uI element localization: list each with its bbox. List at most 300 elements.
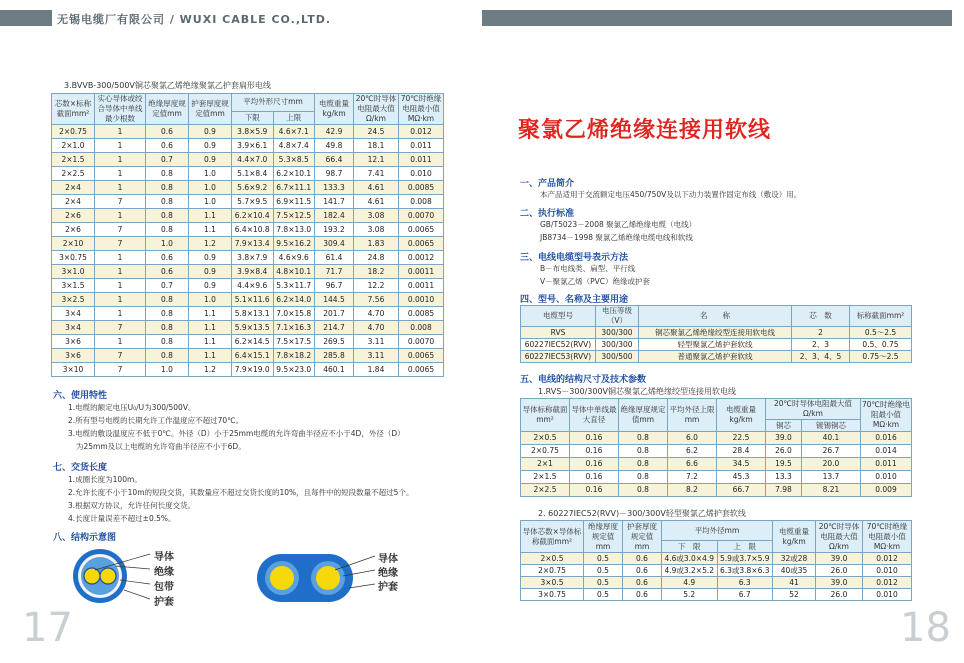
table-cell: 66.4	[315, 153, 354, 167]
table-row	[52, 307, 444, 321]
sec6-line: 1.电缆的额定电压U₀/U为300/500V。	[68, 403, 196, 412]
th-resistance: 20℃时导体电阻最大值Ω/km	[354, 94, 399, 125]
table-cell: 1.1	[189, 209, 232, 223]
table-cell: 0.5	[584, 577, 623, 589]
table-cell: 4.9	[662, 577, 718, 589]
table-cell: 6.4×10.8	[232, 223, 274, 237]
table-cell: 0.8	[619, 471, 668, 484]
table-cell: 0.6	[146, 251, 189, 265]
table-cell: 普通聚氯乙烯护套软线	[639, 351, 792, 363]
table-cell: 42.9	[315, 125, 354, 139]
table-cell: 0.6	[623, 589, 662, 601]
table-cell: 0.5	[584, 589, 623, 601]
table-cell: 39.0	[816, 553, 863, 565]
table-cell: 13.7	[801, 471, 860, 484]
table-cell: 34.5	[717, 458, 766, 471]
page-number-left: 17	[22, 605, 73, 651]
table-cell: 0.0010	[399, 293, 444, 307]
table-cell: 7.5×12.5	[273, 209, 315, 223]
table-cell: 0.7	[146, 153, 189, 167]
sec7-title: 七、交货长度	[53, 463, 108, 473]
table-cell: 1.1	[189, 321, 232, 335]
sec2-title: 二、执行标准	[520, 209, 575, 219]
table-cell: 4.8×7.4	[273, 139, 315, 153]
table-cell: 3×1.0	[52, 265, 95, 279]
th-diameter: 平均外径mm	[662, 521, 773, 541]
table-cell: 0.0065	[399, 349, 444, 363]
table-cell: 轻型聚氯乙烯护套软线	[639, 339, 792, 351]
sec2-line: JB8734－1998 聚氯乙烯绝缘电缆电线和软线	[540, 233, 693, 242]
th-insul-res: 70℃时绝缘电阻最小值MΩ·km	[399, 94, 444, 125]
table-cell: 0.008	[399, 195, 444, 209]
th-model: 电缆型号	[521, 306, 596, 327]
table-row	[52, 237, 444, 251]
table-cell: 41	[773, 577, 816, 589]
table-cell: 铜芯聚氯乙烯绝缘绞型连接用软电线	[639, 327, 792, 339]
sec6-line: 为25mm及以上电缆的允许弯曲半径应不小于6D。	[76, 442, 246, 451]
table-cell: 7	[95, 195, 146, 209]
right-header-bar	[482, 10, 952, 26]
sec6-title: 六、使用特性	[53, 391, 108, 401]
table-cell: 269.5	[315, 335, 354, 349]
table-cell: 13.3	[766, 471, 802, 484]
table-cell: 1.1	[189, 335, 232, 349]
table-cell: 2×1	[521, 458, 570, 471]
table-cell: 1.0	[189, 195, 232, 209]
th-insulation: 绝缘厚度规定值mm	[146, 94, 189, 125]
table-cell: 2×0.75	[521, 445, 570, 458]
table-cell: 19.5	[766, 458, 802, 471]
th-diameter: 平均外径上限mm	[668, 399, 717, 432]
table-cell: 0.5、0.75	[850, 339, 912, 351]
table-cell: 0.8	[146, 335, 189, 349]
table-row	[52, 363, 444, 377]
table-cell: 6.7×11.1	[273, 181, 315, 195]
table-cell: 7	[95, 349, 146, 363]
d1-label-sheath: 护套	[154, 597, 174, 608]
th-tinned: 镀锡铜芯	[801, 420, 860, 432]
table-cell: 3×10	[52, 363, 95, 377]
table-cell: 5.7×9.5	[232, 195, 274, 209]
table-cell: 4.70	[354, 321, 399, 335]
company-title: 无锡电缆厂有限公司 / WUXI CABLE CO.,LTD.	[57, 13, 332, 26]
table-cell: 7.2	[668, 471, 717, 484]
table-cell: 0.8	[619, 484, 668, 497]
table-cell: 0.9	[189, 125, 232, 139]
table-cell: 3.11	[354, 335, 399, 349]
table-cell: 0.16	[570, 458, 619, 471]
table-cell: 0.0070	[399, 335, 444, 349]
table-cell: 6.4×15.1	[232, 349, 274, 363]
table-cell: 0.8	[146, 209, 189, 223]
table-cell: 28.4	[717, 445, 766, 458]
table-cell: 4.70	[354, 307, 399, 321]
th-weight: 电缆重量kg/km	[315, 94, 354, 125]
table-cell: 5.9×13.5	[232, 321, 274, 335]
table-cell: 0.6	[623, 553, 662, 565]
sec6-line: 3.电缆的敷设温度应不低于0℃。外径（D）小于25mm电缆的允许弯曲半径应不小于4D，外径（D）	[68, 429, 405, 438]
table-cell: 24.5	[354, 125, 399, 139]
table-cell: 26.7	[801, 445, 860, 458]
table-cell: 2×0.5	[521, 553, 584, 565]
table-cell: 5.3×8.5	[273, 153, 315, 167]
table-cell: 201.7	[315, 307, 354, 321]
table-cell: 0.8	[619, 458, 668, 471]
d2-label-sheath: 护套	[378, 582, 398, 593]
table-cell: 2×6	[52, 209, 95, 223]
table-cell: 0.5	[584, 565, 623, 577]
table-cell: 3×0.5	[521, 577, 584, 589]
table-cell: 0.010	[399, 167, 444, 181]
table-cell: 96.7	[315, 279, 354, 293]
th-section: 导体标称截面mm²	[521, 399, 570, 432]
th-insul-res: 70℃时绝缘电阻最小值MΩ·km	[861, 399, 912, 432]
table-cell: 52	[773, 589, 816, 601]
table3	[51, 93, 444, 377]
table-cell: 1.1	[189, 223, 232, 237]
th-sheath: 护套厚度规定值mm	[623, 521, 662, 553]
table-cell: 4.61	[354, 195, 399, 209]
table-cell: 3.11	[354, 349, 399, 363]
table-cell: 45.3	[717, 471, 766, 484]
table-cell: 2×2.5	[521, 484, 570, 497]
conductor-shape	[100, 568, 116, 584]
table-cell: 4.9或3.2×5.2	[662, 565, 718, 577]
table-cell: 3×4	[52, 307, 95, 321]
table-cell: 5.3×11.7	[273, 279, 315, 293]
table-cell: 7	[95, 223, 146, 237]
th-voltage: 电压等级（V）	[596, 306, 639, 327]
sec1-text: 本产品适用于交流额定电压450/750V及以下动力装置作固定布线（敷设）用。	[540, 190, 802, 199]
flat-conductor-shape	[270, 566, 294, 590]
table-cell: 144.5	[315, 293, 354, 307]
table-cell: 0.75～2.5	[850, 351, 912, 363]
sec7-line: 2.允许长度不小于10m的短段交货，其数量应不超过交货长度的10%，且每件中的短段数量不超过5个。	[68, 488, 414, 497]
sec5-title: 五、电线的结构尺寸及技术参数	[520, 375, 647, 385]
table-cell: 7.0×15.8	[273, 307, 315, 321]
table-cell: 309.4	[315, 237, 354, 251]
table3-caption: 3.BVVB-300/500V铜芯聚氯乙烯绝缘聚氯乙护套扁形电线	[64, 81, 271, 90]
table-cell: 0.0085	[399, 307, 444, 321]
sec3-line: B－布电线类、扁型、平行线	[540, 264, 636, 273]
table-cell: 60227IEC53(RVV)	[521, 351, 596, 363]
table-row	[521, 471, 912, 484]
table-cell: 66.7	[717, 484, 766, 497]
sec8-title: 八、结构示意图	[53, 533, 117, 543]
right-page	[482, 0, 964, 663]
table-cell: 182.4	[315, 209, 354, 223]
th-insul-res: 70℃时绝缘电阻最小值MΩ·km	[863, 521, 912, 553]
table-cell: 0.0070	[399, 209, 444, 223]
table-cell: 2×1.5	[521, 471, 570, 484]
table-cell: 2	[792, 327, 850, 339]
sec7-line: 3.根据双方协议，允许任何长度交货。	[68, 501, 196, 510]
table-cell: 6.3	[717, 577, 773, 589]
table-cell: 5.9或3.7×5.9	[717, 553, 773, 565]
table-row	[521, 351, 912, 363]
table-cell: 0.6	[146, 139, 189, 153]
table-cell: 141.7	[315, 195, 354, 209]
table-cell: 98.7	[315, 167, 354, 181]
table-row	[52, 209, 444, 223]
table-row	[521, 327, 912, 339]
rvs-table-body	[521, 432, 912, 497]
table-cell: 6.2×10.4	[232, 209, 274, 223]
table-cell: 6.6	[668, 458, 717, 471]
table-cell: 0.011	[861, 458, 912, 471]
table-cell: 4.6×9.6	[273, 251, 315, 265]
table-cell: 3×4	[52, 321, 95, 335]
table-cell: 0.011	[399, 139, 444, 153]
table-cell: 1.0	[189, 167, 232, 181]
table-cell: 300/500	[596, 351, 639, 363]
table-cell: 0.8	[146, 349, 189, 363]
table-cell: 7.8×13.0	[273, 223, 315, 237]
table-cell: 3.08	[354, 223, 399, 237]
th-weight: 电缆重量kg/km	[717, 399, 766, 432]
table1-caption: 1.RVS－300/300V铜芯聚氯乙烯绝缘绞型连接用软电线	[538, 387, 737, 396]
table-cell: 71.7	[315, 265, 354, 279]
table-cell: 12.1	[354, 153, 399, 167]
table-cell: 8.21	[801, 484, 860, 497]
table-cell: 40.1	[801, 432, 860, 445]
table-cell: 1	[95, 209, 146, 223]
table-cell: 0.8	[146, 181, 189, 195]
table2-caption: 2. 60227IEC52(RVV)－300/300V轻型聚氯乙烯护套软线	[538, 509, 746, 518]
table-cell: 0.012	[399, 125, 444, 139]
th-upper: 上限	[273, 111, 315, 124]
table-row	[52, 293, 444, 307]
table-row	[52, 251, 444, 265]
table-cell: 0.6	[146, 125, 189, 139]
table-cell: 4.6×7.1	[273, 125, 315, 139]
header-bar	[0, 10, 52, 26]
table-cell: 9.5×16.2	[273, 237, 315, 251]
table-cell: 3×6	[52, 335, 95, 349]
round-cable-diagram	[70, 548, 210, 610]
table3-body	[52, 125, 444, 377]
table-cell: 1	[95, 335, 146, 349]
th-weight: 电缆重量kg/km	[773, 521, 816, 553]
table-cell: 2×4	[52, 181, 95, 195]
th-cores-section: 导体芯数×导体标称截面mm²	[521, 521, 584, 553]
th-outer-dim: 平均外形尺寸mm	[232, 94, 315, 112]
table-cell: 12.2	[354, 279, 399, 293]
table-cell: 0.9	[189, 251, 232, 265]
table-cell: 0.6	[623, 565, 662, 577]
table-row	[521, 577, 912, 589]
table-cell: 49.8	[315, 139, 354, 153]
table-cell: 133.3	[315, 181, 354, 195]
table-cell: 1.0	[189, 293, 232, 307]
table-cell: 1	[95, 139, 146, 153]
table-cell: 0.8	[146, 195, 189, 209]
table-row	[52, 139, 444, 153]
table-cell: 8.2	[668, 484, 717, 497]
table-cell: 6.2×10.1	[273, 167, 315, 181]
flat-cable-diagram	[255, 552, 395, 606]
table-row	[52, 223, 444, 237]
table-cell: 7.8×18.2	[273, 349, 315, 363]
table-cell: 5.1×8.4	[232, 167, 274, 181]
sec2-line: GB/T5023－2008 聚氯乙烯绝缘电缆（电线）	[540, 220, 697, 229]
table-cell: 3.9×8.4	[232, 265, 274, 279]
table-cell: 2、3	[792, 339, 850, 351]
table-cell: 7	[95, 363, 146, 377]
table-row	[52, 349, 444, 363]
table-cell: 0.9	[189, 153, 232, 167]
table-row	[521, 565, 912, 577]
sec7-line: 4.长度计量误差不超过±0.5%。	[68, 514, 176, 523]
table-cell: 0.010	[863, 589, 912, 601]
table-cell: 0.5	[584, 553, 623, 565]
table-cell: 3.8×7.9	[232, 251, 274, 265]
sec4-title: 四、型号、名称及主要用途	[520, 295, 629, 305]
table-row	[521, 458, 912, 471]
table-cell: 300/300	[596, 339, 639, 351]
sec3-line: V－聚氯乙烯（PVC）绝缘或护套	[540, 277, 651, 286]
table-cell: 1	[95, 251, 146, 265]
table-cell: 1.0	[146, 363, 189, 377]
table-cell: 300/300	[596, 327, 639, 339]
table-cell: 20.0	[801, 458, 860, 471]
table-cell: 39.0	[766, 432, 802, 445]
table-cell: 2、3、4、5	[792, 351, 850, 363]
table-cell: 2×2.5	[52, 167, 95, 181]
table-cell: 1.0	[189, 181, 232, 195]
table-cell: 7.56	[354, 293, 399, 307]
sec3-lines	[540, 262, 650, 288]
table-cell: 2×0.75	[521, 565, 584, 577]
table-cell: 0.011	[399, 153, 444, 167]
table-cell: 5.2	[662, 589, 718, 601]
table-cell: 3×6	[52, 349, 95, 363]
table-cell: 1	[95, 153, 146, 167]
table-row	[52, 167, 444, 181]
table-cell: 0.010	[861, 471, 912, 484]
rvv-table-body	[521, 553, 912, 601]
th-resistance: 20℃时导体电阻最大值Ω/km	[816, 521, 863, 553]
table-cell: 1.1	[189, 349, 232, 363]
table-cell: 6.2	[668, 445, 717, 458]
table-row	[521, 432, 912, 445]
table-cell: 7.41	[354, 167, 399, 181]
table-cell: 6.0	[668, 432, 717, 445]
table-cell: 0.7	[146, 279, 189, 293]
table-cell: 3×1.5	[52, 279, 95, 293]
table-cell: 1.0	[146, 237, 189, 251]
th-strands: 实心导体或绞合导体中单线最少根数	[95, 94, 146, 125]
table-cell: 32或28	[773, 553, 816, 565]
table-cell: 214.7	[315, 321, 354, 335]
th-insulation: 绝缘厚度规定值mm	[584, 521, 623, 553]
table-cell: 3×0.75	[52, 251, 95, 265]
table-cell: 7.5×17.5	[273, 335, 315, 349]
table-cell: 60227IEC52(RVV)	[521, 339, 596, 351]
table-cell: 22.5	[717, 432, 766, 445]
table-cell: 7.9×19.0	[232, 363, 274, 377]
table-cell: 1	[95, 307, 146, 321]
table-cell: 0.16	[570, 484, 619, 497]
table-row	[52, 335, 444, 349]
table-row	[521, 553, 912, 565]
sec6-line: 2.所有型号电缆的长期允许工作温度应不超过70℃。	[68, 416, 244, 425]
table-cell: 0.16	[570, 471, 619, 484]
table-cell: 7.9×13.4	[232, 237, 274, 251]
table-cell: 0.8	[146, 307, 189, 321]
sec3-title: 三、电线电缆型号表示方法	[520, 253, 629, 263]
table-cell: 1.84	[354, 363, 399, 377]
table-cell: 18.2	[354, 265, 399, 279]
table-cell: 0.6	[146, 265, 189, 279]
table-cell: 2×10	[52, 237, 95, 251]
th-upper: 上 限	[717, 541, 773, 553]
table-cell: 0.9	[189, 279, 232, 293]
table-row	[521, 589, 912, 601]
table-cell: 0.8	[619, 432, 668, 445]
table-cell: 0.9	[189, 265, 232, 279]
left-header	[0, 10, 482, 26]
table-cell: 0.16	[570, 445, 619, 458]
table-row	[521, 484, 912, 497]
table-cell: 0.014	[861, 445, 912, 458]
table-cell: 1	[95, 125, 146, 139]
d2-label-insulation: 绝缘	[378, 568, 398, 579]
d1-label-wrap: 包带	[154, 582, 174, 593]
table-cell: 1.83	[354, 237, 399, 251]
table-cell: 26.0	[766, 445, 802, 458]
table-cell: 6.9×11.5	[273, 195, 315, 209]
table-cell: 4.61	[354, 181, 399, 195]
table-cell: 0.8	[146, 293, 189, 307]
table-cell: 7.98	[766, 484, 802, 497]
table-row	[52, 125, 444, 139]
th-sheath: 护套厚度规定值mm	[189, 94, 232, 125]
table-row	[52, 265, 444, 279]
table-cell: 193.2	[315, 223, 354, 237]
table-cell: 0.8	[146, 167, 189, 181]
table-cell: 3.8×5.9	[232, 125, 274, 139]
table-cell: 0.0085	[399, 181, 444, 195]
table-cell: 4.6或3.0×4.9	[662, 553, 718, 565]
th-name: 名 称	[639, 306, 792, 327]
table-cell: 0.016	[861, 432, 912, 445]
table-cell: 0.0011	[399, 265, 444, 279]
table-row	[52, 279, 444, 293]
table-cell: 2×6	[52, 223, 95, 237]
table-cell: 1	[95, 167, 146, 181]
table-cell: 0.012	[863, 577, 912, 589]
table-cell: 4.4×7.0	[232, 153, 274, 167]
table-row	[52, 181, 444, 195]
models-table-body	[521, 327, 912, 363]
table-cell: 2×1.5	[52, 153, 95, 167]
table-cell: 18.1	[354, 139, 399, 153]
table-cell: 0.0065	[399, 223, 444, 237]
table-cell: 0.0065	[399, 363, 444, 377]
table-cell: 2×4	[52, 195, 95, 209]
table-cell: 0.5～2.5	[850, 327, 912, 339]
table-cell: 0.010	[863, 565, 912, 577]
page-title: 聚氯乙烯绝缘连接用软线	[518, 118, 772, 143]
d2-label-conductor: 导体	[378, 554, 398, 565]
th-section: 标称截面mm²	[850, 306, 912, 327]
table-cell: 3.9×6.1	[232, 139, 274, 153]
table-cell: 7.1×16.3	[273, 321, 315, 335]
table-cell: 0.009	[861, 484, 912, 497]
table-cell: 2×1.0	[52, 139, 95, 153]
table-cell: 0.8	[146, 321, 189, 335]
